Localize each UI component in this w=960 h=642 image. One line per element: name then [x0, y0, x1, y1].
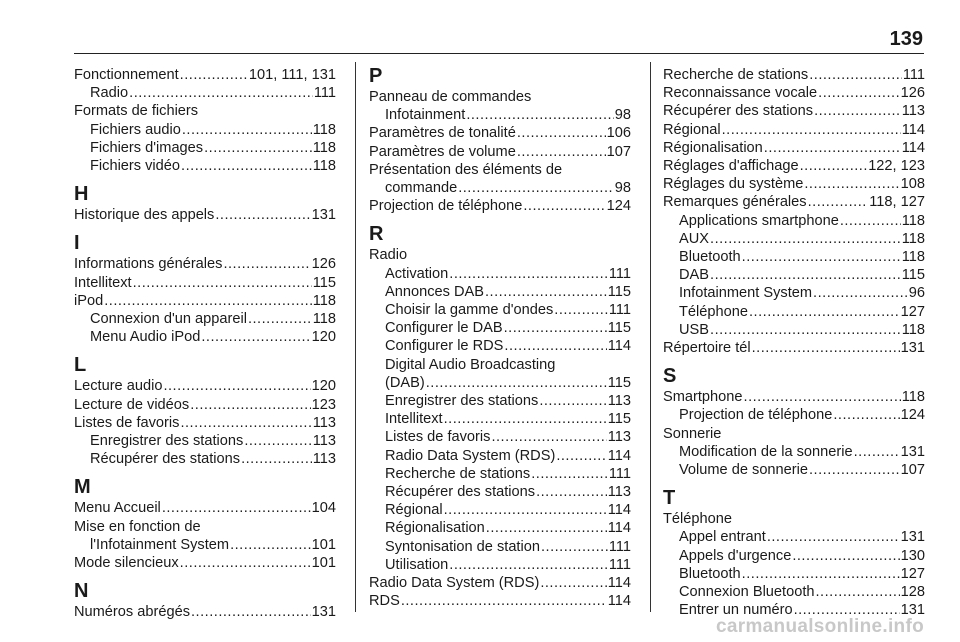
dot-leader: [536, 483, 607, 501]
page-reference: 114: [901, 121, 925, 138]
page-reference: 113: [607, 429, 631, 446]
index-entry: [74, 274, 336, 292]
entry-term: Répertoire tél: [663, 340, 751, 357]
index-entry: [74, 377, 336, 395]
entry-term: Intellitext: [385, 411, 443, 428]
index-entry: [663, 139, 925, 157]
page-reference: 118: [901, 389, 925, 406]
entry-term: Infotainment: [385, 107, 466, 124]
page-reference: 115: [901, 267, 925, 284]
dot-leader: [426, 374, 607, 392]
page-reference: 118: [312, 121, 336, 138]
index-subentry: [369, 538, 631, 556]
entry-term: Applications smartphone: [679, 212, 839, 229]
entry-term: USB: [679, 321, 710, 338]
entry-term: Régional: [385, 502, 443, 519]
page-reference: 113: [901, 103, 925, 120]
page-reference: 107: [900, 462, 925, 479]
entry-term: Enregistrer des stations: [90, 433, 244, 450]
index-heading: Mise en fonction de: [74, 518, 201, 535]
entry-term: Entrer un numéro: [679, 602, 793, 619]
index-subentry: [369, 106, 631, 124]
index-subentry: [74, 84, 336, 102]
dot-leader: [854, 443, 900, 461]
dot-leader: [809, 461, 900, 479]
index-column-1: [74, 66, 336, 621]
entry-term: Utilisation: [385, 556, 449, 573]
dot-leader: [767, 528, 900, 546]
entry-term: Informations générales: [74, 256, 223, 273]
index-subentry: [369, 447, 631, 465]
dot-leader: [540, 574, 606, 592]
dot-leader: [840, 212, 901, 230]
index-subentry: [663, 461, 925, 479]
dot-leader: [230, 536, 311, 554]
index-heading: Formats de fichiers: [74, 103, 199, 120]
index-subentry: [369, 428, 631, 446]
index-entry: [663, 102, 925, 120]
page-reference: 96: [908, 285, 925, 302]
dot-leader: [752, 339, 900, 357]
index-entry: [663, 66, 925, 84]
index-letter-heading: N: [74, 580, 89, 603]
index-subentry: [663, 248, 925, 266]
dot-leader: [191, 603, 311, 621]
entry-term: Menu Audio iPod: [90, 329, 201, 346]
index-subentry: [74, 328, 336, 346]
entry-term: Régionalisation: [385, 520, 485, 537]
page-reference: 128: [900, 584, 925, 601]
index-column-3: [663, 66, 925, 619]
page-reference: 114: [607, 447, 631, 464]
entry-term: Numéros abrégés: [74, 604, 190, 621]
entry-term: Mode silencieux: [74, 555, 179, 572]
index-subentry: [74, 121, 336, 139]
page-reference: 118: [312, 292, 336, 309]
entry-term: Recherche de stations: [663, 67, 809, 83]
entry-term: Menu Accueil: [74, 500, 161, 517]
entry-term: Listes de favoris: [385, 429, 491, 446]
index-entry: [74, 414, 336, 432]
index-entry: [74, 292, 336, 310]
entry-term: Connexion Bluetooth: [679, 584, 815, 601]
index-letter-heading: H: [74, 183, 89, 206]
page-reference: 120: [311, 329, 336, 346]
column-divider-2: [650, 62, 651, 612]
entry-term: Radio Data System (RDS): [369, 575, 540, 592]
index-subentry: [74, 139, 336, 157]
page-reference: 113: [607, 484, 631, 501]
dot-leader: [710, 266, 901, 284]
entry-term: Fonctionnement: [74, 67, 179, 83]
index-entry: [74, 603, 336, 621]
dot-leader: [491, 428, 606, 446]
page-reference: 101: [311, 536, 336, 553]
index-entry: [74, 554, 336, 572]
entry-term: Récupérer des stations: [385, 484, 536, 501]
index-entry: [663, 193, 925, 211]
index-subentry: [663, 303, 925, 321]
entry-term: AUX: [679, 230, 710, 247]
dot-leader: [742, 565, 900, 583]
page-reference: 111: [608, 538, 631, 555]
page-reference: 126: [900, 85, 925, 102]
index-entry: [74, 255, 336, 273]
page-reference: 101: [311, 555, 336, 572]
index-subentry: [663, 528, 925, 546]
dot-leader: [244, 432, 311, 450]
entry-term: DAB: [679, 267, 710, 284]
entry-term: Projection de téléphone: [369, 198, 523, 215]
dot-leader: [486, 519, 607, 537]
index-subentry: [369, 265, 631, 283]
page-reference: 113: [312, 433, 336, 450]
index-entry: [663, 84, 925, 102]
page-reference: 114: [607, 338, 631, 355]
index-subentry: [369, 301, 631, 319]
page-reference: 111: [608, 556, 631, 573]
entry-term: Récupérer des stations: [90, 451, 241, 468]
dot-leader: [742, 248, 901, 266]
dot-leader: [517, 143, 606, 161]
dot-leader: [248, 310, 312, 328]
entry-term: Annonces DAB: [385, 283, 484, 300]
entry-term: Volume de sonnerie: [679, 462, 808, 479]
dot-leader: [710, 321, 901, 339]
dot-leader: [554, 301, 608, 319]
entry-term: Intellitext: [74, 274, 132, 291]
page-reference: 118: [312, 139, 336, 156]
dot-leader: [818, 84, 900, 102]
dot-leader: [444, 410, 607, 428]
entry-term: Remarques générales: [663, 194, 807, 211]
index-letter-heading: S: [663, 365, 677, 388]
entry-term: Radio: [90, 85, 129, 102]
entry-term: Choisir la gamme d'ondes: [385, 302, 554, 319]
entry-term: Infotainment System: [679, 285, 813, 302]
index-entry: [369, 574, 631, 592]
dot-leader: [180, 66, 248, 84]
dot-leader: [129, 84, 313, 102]
index-subentry: [369, 519, 631, 537]
entry-term: Appel entrant: [679, 529, 766, 546]
dot-leader: [204, 139, 312, 157]
dot-leader: [401, 592, 607, 610]
index-letter-heading: P: [369, 65, 383, 87]
index-subentry: [663, 443, 925, 461]
entry-term: Modification de la sonnerie: [679, 443, 853, 460]
index-subentry: [74, 432, 336, 450]
page-reference: 104: [311, 500, 336, 517]
entry-term: RDS: [369, 593, 400, 610]
index-entry: [369, 592, 631, 610]
page-reference: 113: [607, 393, 631, 410]
index-entry: [663, 121, 925, 139]
dot-leader: [813, 284, 908, 302]
dot-leader: [816, 583, 900, 601]
index-heading: Présentation des éléments de: [369, 161, 563, 178]
index-entry: [663, 157, 925, 175]
entry-term: Paramètres de volume: [369, 143, 516, 160]
page-reference: 122, 123: [868, 158, 925, 175]
page-reference: 111: [608, 265, 631, 282]
index-subentry: [74, 157, 336, 175]
page-reference: 111: [608, 465, 631, 482]
page-reference: 131: [900, 340, 925, 357]
dot-leader: [180, 414, 311, 432]
index-entry: [74, 206, 336, 224]
entry-term: Historique des appels: [74, 207, 215, 224]
page-reference: 113: [312, 451, 336, 468]
page-reference: 131: [311, 207, 336, 224]
page-reference: 120: [311, 378, 336, 395]
index-subentry: [369, 556, 631, 574]
entry-term: Appels d'urgence: [679, 547, 792, 564]
index-subentry: [369, 392, 631, 410]
entry-term: Lecture audio: [74, 378, 163, 395]
index-subentry: [663, 321, 925, 339]
dot-leader: [181, 157, 312, 175]
dot-leader: [182, 121, 312, 139]
page-reference: 118: [312, 158, 336, 175]
index-subentry: [663, 230, 925, 248]
entry-term: Bluetooth: [679, 249, 741, 266]
entry-term: iPod: [74, 292, 104, 309]
page-reference: 114: [607, 520, 631, 537]
dot-leader: [744, 388, 901, 406]
dot-leader: [180, 554, 311, 572]
dot-leader: [201, 328, 310, 346]
index-heading: Sonnerie: [663, 425, 722, 442]
index-subentry: [369, 337, 631, 355]
index-subentry: [663, 406, 925, 424]
index-heading: Digital Audio Broadcasting: [385, 356, 556, 373]
index-column-2: [369, 66, 631, 610]
dot-leader: [104, 292, 312, 310]
dot-leader: [485, 283, 607, 301]
index-letter-heading: I: [74, 232, 80, 255]
dot-leader: [241, 450, 312, 468]
dot-leader: [749, 303, 900, 321]
index-entry: [663, 339, 925, 357]
dot-leader: [215, 206, 310, 224]
page-reference: 124: [900, 407, 925, 424]
entry-term: Configurer le RDS: [385, 338, 504, 355]
entry-term: Enregistrer des stations: [385, 393, 539, 410]
dot-leader: [809, 66, 902, 84]
dot-leader: [539, 392, 606, 410]
index-subentry: [74, 310, 336, 328]
dot-leader: [531, 465, 608, 483]
index-entry: [369, 124, 631, 142]
entry-term: Listes de favoris: [74, 414, 180, 431]
dot-leader: [223, 255, 310, 273]
index-subentry: [369, 465, 631, 483]
index-subentry: [369, 483, 631, 501]
dot-leader: [449, 556, 608, 574]
entry-term: Paramètres de tonalité: [369, 125, 516, 142]
page-reference: 101, 111, 131: [248, 67, 336, 83]
entry-term: Recherche de stations: [385, 465, 531, 482]
page-reference: 115: [607, 411, 631, 428]
page-reference: 98: [614, 107, 631, 124]
index-entry: [369, 197, 631, 215]
entry-term: l'Infotainment System: [90, 536, 230, 553]
entry-term: Régionalisation: [663, 139, 763, 156]
page-reference: 107: [606, 143, 631, 160]
index-subentry: [663, 565, 925, 583]
index-subentry: [74, 450, 336, 468]
dot-leader: [722, 121, 901, 139]
index-heading: Panneau de commandes: [369, 89, 532, 105]
entry-term: Projection de téléphone: [679, 407, 833, 424]
index-subentry: [74, 536, 336, 554]
entry-term: Radio Data System (RDS): [385, 447, 556, 464]
dot-leader: [133, 274, 312, 292]
page-reference: 111: [902, 67, 925, 83]
entry-term: Bluetooth: [679, 565, 741, 582]
dot-leader: [804, 175, 899, 193]
index-subentry: [369, 283, 631, 301]
page-reference: 114: [607, 502, 631, 519]
index-entry: [74, 499, 336, 517]
page-reference: 106: [606, 125, 631, 142]
index-letter-heading: L: [74, 354, 87, 377]
dot-leader: [556, 447, 606, 465]
index-subentry: [663, 547, 925, 565]
page-reference: 114: [607, 593, 631, 610]
entry-term: Réglages du système: [663, 176, 804, 193]
entry-term: Fichiers vidéo: [90, 158, 181, 175]
dot-leader: [814, 102, 901, 120]
page-reference: 115: [607, 320, 631, 337]
entry-term: Reconnaissance vocale: [663, 85, 818, 102]
page-reference: 118, 127: [869, 194, 925, 211]
page-reference: 115: [312, 274, 336, 291]
dot-leader: [764, 139, 901, 157]
index-subentry: [663, 266, 925, 284]
entry-term: Lecture de vidéos: [74, 396, 190, 413]
dot-leader: [833, 406, 899, 424]
page-reference: 115: [607, 283, 631, 300]
page-reference: 118: [312, 311, 336, 328]
dot-leader: [800, 157, 868, 175]
dot-leader: [808, 193, 869, 211]
page-reference: 118: [901, 212, 925, 229]
dot-leader: [504, 337, 606, 355]
page-reference: 114: [901, 139, 925, 156]
index-entry: [663, 175, 925, 193]
index-entry: [74, 396, 336, 414]
dot-leader: [792, 547, 899, 565]
dot-leader: [517, 124, 606, 142]
index-heading: Téléphone: [663, 511, 732, 528]
entry-term: Fichiers audio: [90, 121, 181, 138]
index-subentry: [369, 179, 631, 197]
header-rule: [74, 53, 924, 54]
index-subentry: [663, 212, 925, 230]
page-reference: 123: [311, 396, 336, 413]
page-reference: 114: [607, 575, 631, 592]
page-reference: 115: [607, 374, 631, 391]
dot-leader: [466, 106, 613, 124]
page-reference: 127: [900, 303, 925, 320]
entry-term: Configurer le DAB: [385, 320, 503, 337]
index-letter-heading: T: [663, 487, 676, 510]
page-reference: 126: [311, 256, 336, 273]
dot-leader: [710, 230, 901, 248]
entry-term: Smartphone: [663, 389, 743, 406]
index-subentry: [369, 410, 631, 428]
index-entry: [74, 66, 336, 84]
dot-leader: [504, 319, 607, 337]
entry-term: (DAB): [385, 374, 425, 391]
entry-term: Téléphone: [679, 303, 748, 320]
dot-leader: [162, 499, 311, 517]
page-reference: 131: [900, 443, 925, 460]
dot-leader: [458, 179, 614, 197]
entry-term: Récupérer des stations: [663, 103, 814, 120]
index-entry: [663, 388, 925, 406]
page-reference: 118: [901, 249, 925, 266]
entry-term: commande: [385, 180, 458, 197]
entry-term: Syntonisation de station: [385, 538, 540, 555]
index-letter-heading: M: [74, 476, 91, 499]
page-reference: 130: [900, 547, 925, 564]
dot-leader: [444, 501, 607, 519]
page-reference: 131: [900, 602, 925, 619]
watermark: carmanualsonline.info: [716, 616, 924, 637]
page-reference: 118: [901, 230, 925, 247]
index-subentry: [663, 284, 925, 302]
entry-term: Connexion d'un appareil: [90, 311, 247, 328]
page-reference: 108: [900, 176, 925, 193]
dot-leader: [190, 396, 310, 414]
page-reference: 131: [900, 529, 925, 546]
dot-leader: [523, 197, 605, 215]
page-reference: 127: [900, 565, 925, 582]
index-subentry: [369, 374, 631, 392]
index-subentry: [369, 501, 631, 519]
index-subentry: [663, 583, 925, 601]
column-divider-1: [355, 62, 356, 612]
entry-term: Réglages d'affichage: [663, 158, 799, 175]
dot-leader: [541, 538, 608, 556]
page-reference: 118: [901, 321, 925, 338]
index-subentry: [369, 319, 631, 337]
page-reference: 98: [614, 180, 631, 197]
page-reference: 113: [312, 414, 336, 431]
page-number: 139: [889, 28, 923, 50]
page-reference: 111: [608, 302, 631, 319]
page-reference: 111: [313, 85, 336, 102]
index-entry: [369, 143, 631, 161]
index-letter-heading: R: [369, 223, 384, 246]
entry-term: Activation: [385, 265, 449, 282]
page-reference: 124: [606, 198, 631, 215]
dot-leader: [449, 265, 608, 283]
entry-term: Fichiers d'images: [90, 139, 204, 156]
index-heading: Radio: [369, 247, 408, 264]
page-reference: 131: [311, 604, 336, 621]
entry-term: Régional: [663, 121, 721, 138]
dot-leader: [163, 377, 310, 395]
